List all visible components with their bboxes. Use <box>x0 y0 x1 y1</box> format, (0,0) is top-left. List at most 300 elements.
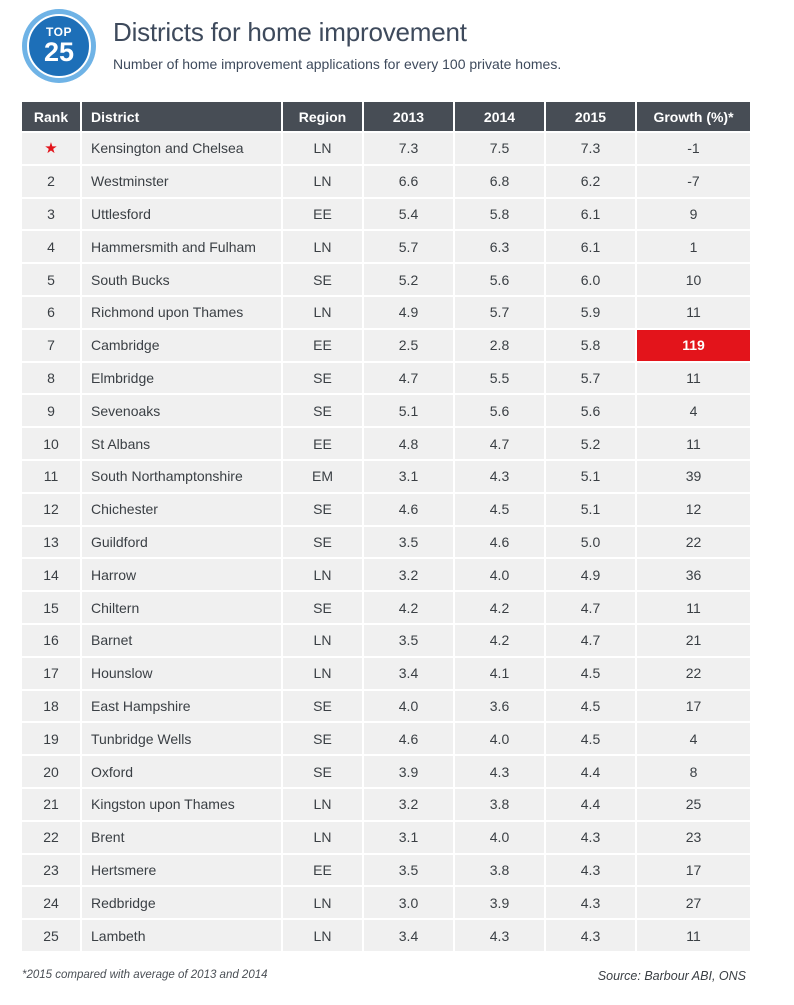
cell-2013 <box>364 428 453 459</box>
cell-rank <box>22 855 80 886</box>
cell-2014 <box>455 855 544 886</box>
header-rank: Rank <box>22 102 80 131</box>
cell-2015 <box>546 330 635 361</box>
cell-2013 <box>364 395 453 426</box>
cell-2015-text: 4.5 <box>580 697 601 714</box>
cell-2014 <box>455 395 544 426</box>
cell-2013-text: 2.5 <box>398 337 419 354</box>
top25-badge-inner <box>27 14 91 78</box>
cell-rank-text: 18 <box>43 697 59 714</box>
cell-district-text: Uttlesford <box>91 205 151 222</box>
cell-2014 <box>455 297 544 328</box>
cell-district-text: Cambridge <box>91 337 160 354</box>
cell-district-text: South Northamptonshire <box>91 468 243 485</box>
cell-region <box>283 756 362 787</box>
cell-2013 <box>364 789 453 820</box>
cell-2013-text: 7.3 <box>398 140 419 157</box>
cell-2014-text: 4.0 <box>489 566 510 583</box>
cell-region <box>283 559 362 590</box>
cell-2013 <box>364 920 453 951</box>
header-region: Region <box>283 102 362 131</box>
cell-growth <box>637 592 750 623</box>
table-row <box>22 625 750 656</box>
cell-2015 <box>546 855 635 886</box>
cell-growth <box>637 887 750 918</box>
cell-rank-text: 11 <box>43 468 59 485</box>
cell-2014-text: 4.0 <box>489 829 510 846</box>
cell-2013 <box>364 756 453 787</box>
cell-2015-text: 5.0 <box>580 533 601 550</box>
cell-rank <box>22 395 80 426</box>
cell-region-text: SE <box>313 271 332 288</box>
cell-growth-text: 22 <box>685 665 702 682</box>
cell-2015 <box>546 363 635 394</box>
cell-2015 <box>546 395 635 426</box>
cell-growth-text: 17 <box>685 861 702 878</box>
cell-growth <box>637 756 750 787</box>
cell-growth-text: 10 <box>685 271 702 288</box>
cell-region-text: SE <box>313 763 332 780</box>
cell-2014-text: 3.8 <box>489 796 510 813</box>
cell-region-text: LN <box>313 566 332 583</box>
cell-district <box>82 166 281 197</box>
cell-district <box>82 199 281 230</box>
cell-2013-text: 3.0 <box>398 894 419 911</box>
cell-2013 <box>364 264 453 295</box>
cell-2014 <box>455 494 544 525</box>
cell-growth <box>637 264 750 295</box>
cell-2013 <box>364 723 453 754</box>
table-header-row <box>22 102 750 131</box>
districts-table <box>20 100 752 953</box>
cell-2013-text: 4.8 <box>398 435 419 452</box>
cell-2015 <box>546 297 635 328</box>
cell-2015-text: 5.1 <box>580 501 601 518</box>
cell-rank-text: 10 <box>43 435 59 452</box>
cell-rank-text: 17 <box>43 665 59 682</box>
cell-region-text: SE <box>313 501 332 518</box>
cell-region-text: SE <box>313 599 332 616</box>
cell-region <box>283 166 362 197</box>
cell-2014-text: 5.6 <box>489 271 510 288</box>
cell-district <box>82 887 281 918</box>
cell-region-text: EE <box>313 435 332 452</box>
cell-district <box>82 527 281 558</box>
cell-2013-text: 5.2 <box>398 271 419 288</box>
cell-rank <box>22 723 80 754</box>
cell-region-text: LN <box>313 829 332 846</box>
cell-rank-text: 3 <box>47 205 55 222</box>
cell-region <box>283 428 362 459</box>
cell-2015 <box>546 231 635 262</box>
cell-2015 <box>546 723 635 754</box>
cell-rank-text: 5 <box>47 271 55 288</box>
cell-2015-text: 6.1 <box>580 205 601 222</box>
cell-rank <box>22 428 80 459</box>
cell-region-text: LN <box>313 894 332 911</box>
cell-2013-text: 6.6 <box>398 173 419 190</box>
cell-growth-text: -1 <box>687 140 700 157</box>
cell-2014-text: 5.6 <box>489 402 510 419</box>
cell-growth-text: 8 <box>689 763 698 780</box>
cell-2014-text: 4.3 <box>489 927 510 944</box>
cell-2014-text: 5.5 <box>489 369 510 386</box>
cell-region-text: SE <box>313 402 332 419</box>
cell-district <box>82 363 281 394</box>
cell-2015 <box>546 789 635 820</box>
cell-rank-text: 15 <box>43 599 59 616</box>
cell-growth-text: 21 <box>685 632 702 649</box>
cell-region <box>283 822 362 853</box>
table-row <box>22 887 750 918</box>
cell-2015 <box>546 658 635 689</box>
cell-growth-text: 36 <box>685 566 702 583</box>
cell-region <box>283 297 362 328</box>
cell-growth-text: 11 <box>686 304 701 321</box>
cell-district-text: Kingston upon Thames <box>91 796 235 813</box>
cell-2014-text: 2.8 <box>489 337 510 354</box>
source-credit: Source: Barbour ABI, ONS <box>597 969 746 983</box>
page-title: Districts for home improvement <box>113 17 467 47</box>
cell-2015 <box>546 428 635 459</box>
cell-region-text: LN <box>313 140 332 157</box>
cell-growth <box>637 166 750 197</box>
cell-2013-text: 3.5 <box>398 533 419 550</box>
cell-region-text: LN <box>313 927 332 944</box>
cell-2014 <box>455 723 544 754</box>
cell-2013 <box>364 887 453 918</box>
page-subtitle: Number of home improvement applications for every 100 private homes. <box>113 56 562 72</box>
cell-growth-text: 4 <box>689 402 698 419</box>
header-district: District <box>82 102 281 131</box>
cell-region <box>283 363 362 394</box>
cell-growth <box>637 297 750 328</box>
cell-growth-text: 1 <box>689 238 698 255</box>
cell-2015 <box>546 559 635 590</box>
table-row <box>22 363 750 394</box>
cell-2013-text: 3.4 <box>398 927 419 944</box>
cell-2015 <box>546 592 635 623</box>
star-icon: ★ <box>44 140 58 158</box>
cell-2014 <box>455 133 544 164</box>
cell-district <box>82 920 281 951</box>
table-row <box>22 494 750 525</box>
cell-district-text: Tunbridge Wells <box>91 730 192 747</box>
cell-2014-text: 3.9 <box>489 894 510 911</box>
cell-district <box>82 658 281 689</box>
cell-2013 <box>364 330 453 361</box>
cell-region <box>283 395 362 426</box>
cell-2014-text: 4.6 <box>489 533 510 550</box>
cell-2015-text: 5.8 <box>580 337 601 354</box>
cell-2013 <box>364 461 453 492</box>
cell-region <box>283 264 362 295</box>
cell-2014-text: 4.1 <box>489 665 510 682</box>
cell-2013-text: 4.2 <box>398 599 419 616</box>
cell-2013 <box>364 166 453 197</box>
cell-growth-text: 12 <box>685 501 702 518</box>
cell-2015-text: 4.7 <box>580 599 601 616</box>
cell-2013 <box>364 822 453 853</box>
cell-region <box>283 330 362 361</box>
cell-district-text: Barnet <box>91 632 133 649</box>
cell-2014-text: 4.2 <box>489 632 510 649</box>
cell-2015-text: 5.7 <box>580 369 601 386</box>
cell-region <box>283 723 362 754</box>
cell-region <box>283 133 362 164</box>
cell-region <box>283 592 362 623</box>
cell-region-text: SE <box>313 697 332 714</box>
cell-growth <box>637 330 750 361</box>
cell-region <box>283 887 362 918</box>
cell-growth-text: 17 <box>685 697 702 714</box>
cell-region-text: EM <box>312 468 333 485</box>
cell-region-text: SE <box>313 369 332 386</box>
cell-2013 <box>364 527 453 558</box>
cell-2015 <box>546 199 635 230</box>
cell-2014 <box>455 428 544 459</box>
table-row <box>22 330 750 361</box>
table-row <box>22 855 750 886</box>
cell-2013-text: 3.1 <box>398 468 419 485</box>
cell-2015-text: 4.3 <box>580 927 601 944</box>
cell-2015-text: 4.9 <box>580 566 601 583</box>
cell-district-text: Westminster <box>91 173 169 190</box>
cell-rank <box>22 166 80 197</box>
cell-2014 <box>455 789 544 820</box>
cell-district <box>82 789 281 820</box>
cell-rank <box>22 887 80 918</box>
cell-2014-text: 4.3 <box>489 763 510 780</box>
cell-2013 <box>364 658 453 689</box>
cell-2013 <box>364 363 453 394</box>
cell-growth <box>637 395 750 426</box>
cell-growth <box>637 231 750 262</box>
cell-2013-text: 4.7 <box>398 369 419 386</box>
cell-growth-text: 9 <box>689 205 698 222</box>
table-row <box>22 166 750 197</box>
cell-2014-text: 4.0 <box>489 730 510 747</box>
cell-rank <box>22 822 80 853</box>
cell-2014 <box>455 658 544 689</box>
cell-rank <box>22 625 80 656</box>
cell-region <box>283 789 362 820</box>
cell-2014-text: 4.7 <box>489 435 510 452</box>
cell-district-text: Elmbridge <box>91 369 155 386</box>
cell-2015-text: 5.6 <box>580 402 601 419</box>
table-row <box>22 133 750 164</box>
cell-growth <box>637 559 750 590</box>
cell-2015-text: 6.0 <box>580 271 601 288</box>
cell-2015-text: 4.7 <box>580 632 601 649</box>
cell-district <box>82 494 281 525</box>
cell-district <box>82 297 281 328</box>
footnote: *2015 compared with average of 2013 and 2014 <box>22 969 268 981</box>
cell-district <box>82 264 281 295</box>
cell-district-text: Kensington and Chelsea <box>91 140 244 157</box>
cell-district-text: Guildford <box>91 533 148 550</box>
cell-2015 <box>546 166 635 197</box>
cell-2014 <box>455 527 544 558</box>
table-row <box>22 822 750 853</box>
cell-district <box>82 559 281 590</box>
cell-district <box>82 428 281 459</box>
cell-region-text: LN <box>313 238 332 255</box>
cell-rank-text: 13 <box>43 533 59 550</box>
cell-rank <box>22 461 80 492</box>
table-row <box>22 231 750 262</box>
cell-2015 <box>546 625 635 656</box>
cell-region-text: LN <box>313 173 332 190</box>
cell-growth-text: 22 <box>685 533 702 550</box>
cell-rank <box>22 789 80 820</box>
cell-2015-text: 5.2 <box>580 435 601 452</box>
cell-district <box>82 723 281 754</box>
cell-2015-text: 4.4 <box>580 796 601 813</box>
cell-2015-text: 4.3 <box>580 894 601 911</box>
cell-2015-text: 4.4 <box>580 763 601 780</box>
cell-2013-text: 4.6 <box>398 730 419 747</box>
cell-2014-text: 5.7 <box>489 304 510 321</box>
cell-2013-text: 3.5 <box>398 632 419 649</box>
table-row <box>22 395 750 426</box>
cell-2015 <box>546 887 635 918</box>
cell-growth <box>637 494 750 525</box>
cell-rank-text: 12 <box>43 501 59 518</box>
cell-region <box>283 461 362 492</box>
cell-rank-text: 25 <box>43 927 59 944</box>
cell-region <box>283 920 362 951</box>
table-body <box>22 133 750 951</box>
cell-2015 <box>546 527 635 558</box>
cell-district-text: Chichester <box>91 501 158 518</box>
cell-2014 <box>455 264 544 295</box>
cell-region <box>283 527 362 558</box>
table-row <box>22 592 750 623</box>
cell-2014 <box>455 231 544 262</box>
cell-rank <box>22 756 80 787</box>
cell-district-text: Redbridge <box>91 894 156 911</box>
cell-growth-text: 23 <box>685 829 702 846</box>
cell-growth-text: 11 <box>686 369 701 386</box>
cell-2013-text: 3.2 <box>398 796 419 813</box>
cell-growth <box>637 199 750 230</box>
cell-2013-text: 4.0 <box>398 697 419 714</box>
cell-2015-text: 6.1 <box>580 238 601 255</box>
cell-district <box>82 691 281 722</box>
cell-2013-text: 5.4 <box>398 205 419 222</box>
cell-2014 <box>455 592 544 623</box>
table-row <box>22 658 750 689</box>
cell-district <box>82 395 281 426</box>
cell-rank <box>22 592 80 623</box>
cell-region-text: LN <box>313 796 332 813</box>
cell-growth <box>637 723 750 754</box>
cell-growth <box>637 625 750 656</box>
cell-rank <box>22 231 80 262</box>
cell-2015-text: 4.5 <box>580 665 601 682</box>
cell-region <box>283 199 362 230</box>
cell-2014 <box>455 822 544 853</box>
cell-2015-text: 4.3 <box>580 829 601 846</box>
cell-rank <box>22 691 80 722</box>
cell-region-text: EE <box>313 205 332 222</box>
cell-rank <box>22 363 80 394</box>
cell-district-text: Harrow <box>91 566 137 583</box>
cell-district-text: St Albans <box>91 435 151 452</box>
cell-2013-text: 3.4 <box>398 665 419 682</box>
cell-2014-text: 4.3 <box>489 468 510 485</box>
cell-2015-text: 5.9 <box>580 304 601 321</box>
table-row <box>22 461 750 492</box>
cell-growth <box>637 789 750 820</box>
cell-district-text: Chiltern <box>91 599 140 616</box>
table-row <box>22 691 750 722</box>
cell-rank-text: 2 <box>47 173 55 190</box>
cell-district <box>82 231 281 262</box>
cell-2014 <box>455 461 544 492</box>
cell-2013-text: 5.7 <box>398 238 419 255</box>
cell-rank-text: 16 <box>43 632 59 649</box>
cell-rank <box>22 527 80 558</box>
cell-region <box>283 658 362 689</box>
cell-rank <box>22 559 80 590</box>
table-row <box>22 297 750 328</box>
cell-region-text: SE <box>313 730 332 747</box>
cell-2015-text: 6.2 <box>580 173 601 190</box>
cell-district-text: Brent <box>91 829 125 846</box>
cell-growth <box>637 133 750 164</box>
cell-2013-text: 3.2 <box>398 566 419 583</box>
cell-growth <box>637 691 750 722</box>
cell-growth <box>637 363 750 394</box>
cell-region-text: LN <box>313 632 332 649</box>
cell-region <box>283 625 362 656</box>
cell-2015 <box>546 756 635 787</box>
cell-region <box>283 691 362 722</box>
table-row <box>22 527 750 558</box>
cell-region <box>283 231 362 262</box>
cell-2013-text: 5.1 <box>398 402 419 419</box>
cell-2013 <box>364 592 453 623</box>
cell-2013 <box>364 855 453 886</box>
cell-2013 <box>364 231 453 262</box>
cell-2013 <box>364 133 453 164</box>
cell-growth <box>637 527 750 558</box>
cell-district <box>82 592 281 623</box>
cell-growth <box>637 855 750 886</box>
cell-2014 <box>455 625 544 656</box>
cell-rank-text: 8 <box>47 369 55 386</box>
table-row <box>22 559 750 590</box>
cell-growth-text: 119 <box>682 337 705 354</box>
header-2013: 2013 <box>364 102 453 131</box>
cell-2015 <box>546 822 635 853</box>
cell-2015 <box>546 133 635 164</box>
cell-rank-text: 6 <box>47 304 55 321</box>
cell-2014-text: 3.8 <box>489 861 510 878</box>
header-2015: 2015 <box>546 102 635 131</box>
cell-growth-text: 25 <box>685 796 702 813</box>
table-row <box>22 723 750 754</box>
table-row <box>22 199 750 230</box>
cell-rank <box>22 920 80 951</box>
cell-district-text: Sevenoaks <box>91 402 161 419</box>
cell-rank-text: 14 <box>43 566 59 583</box>
cell-region-text: LN <box>313 665 332 682</box>
cell-2014 <box>455 691 544 722</box>
cell-rank-text: 22 <box>43 829 59 846</box>
